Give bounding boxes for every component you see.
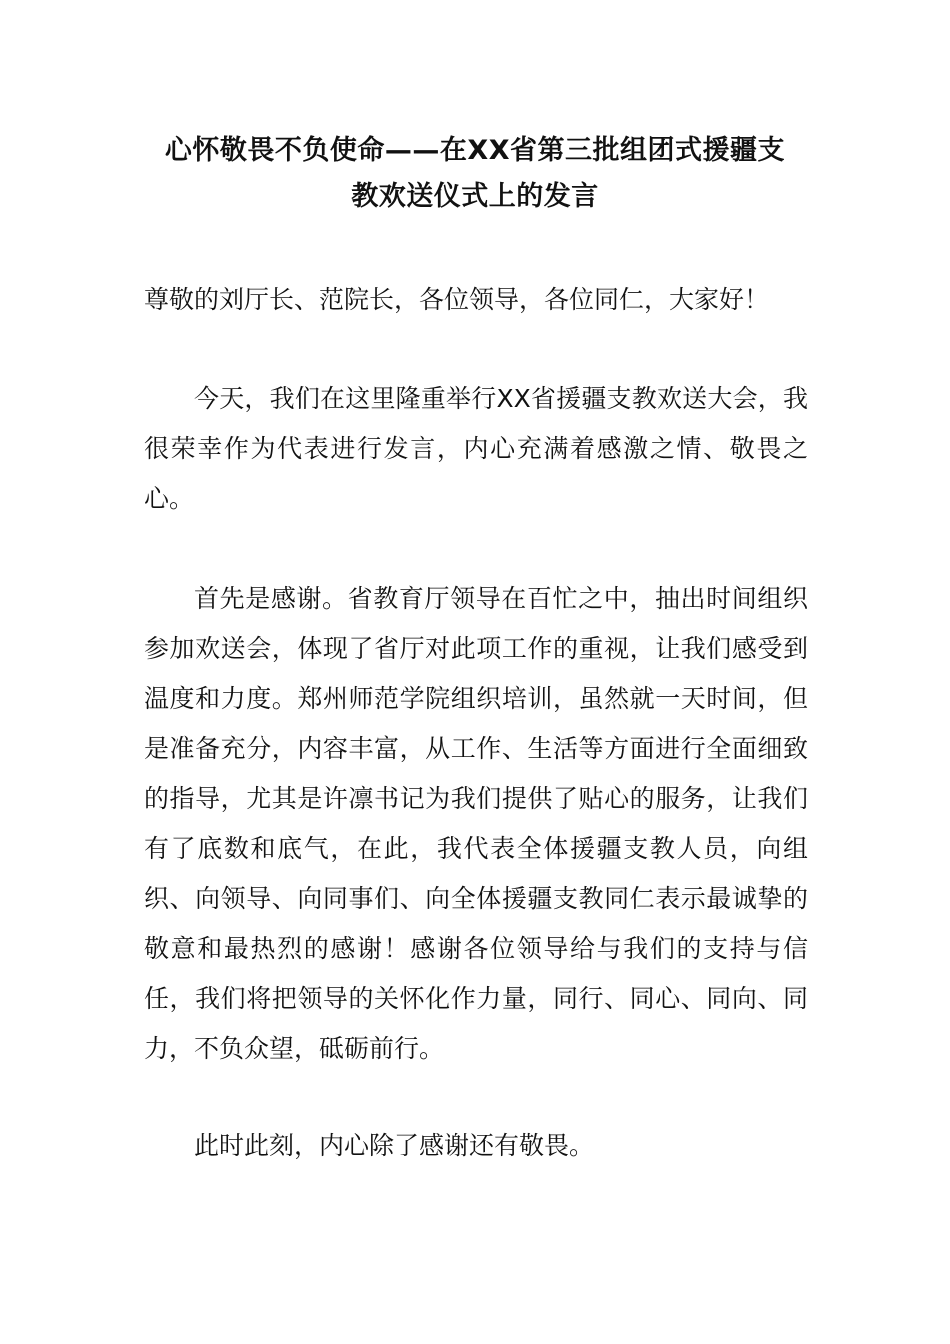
- body-paragraph-1: 今天，我们在这里隆重举行XX省援疆支教欢送大会，我很荣幸作为代表进行发言，内心充满着感激之情、敬畏之心。: [144, 384, 808, 513]
- body-paragraph-3: 此时此刻，内心除了感谢还有敬畏。: [194, 1131, 595, 1160]
- greeting-paragraph: 尊敬的刘厅长、范院长，各位领导，各位同仁，大家好！: [144, 285, 770, 314]
- document-title: [140, 128, 810, 220]
- title-line-1: 心怀敬畏不负使命——在XX省第三批组团式援疆支: [164, 135, 786, 166]
- title-line-2: 教欢送仪式上的发言: [351, 181, 599, 212]
- body-paragraph-2: 首先是感谢。省教育厅领导在百忙之中，抽出时间组织参加欢送会，体现了省厅对此项工作的重视，让我们感受到温度和力度。郑州师范学院组织培训，虽然就一天时间，但是准备充分，内容丰富，从工作、生活等方面进行全面细致的指导，尤其是许凛书记为我们提供了贴心的服务，让我们有了底数和底气，在此，我代表全体援疆支教人员，向组织、向领导、向同事们、向全体援疆支教同仁表示最诚挚的敬意和最热烈的感谢！感谢各位领导给与我们的支持与信任，我们将把领导的关怀化作力量，同行、同心、同向、同力，不负众望，砥砺前行。: [144, 584, 808, 1063]
